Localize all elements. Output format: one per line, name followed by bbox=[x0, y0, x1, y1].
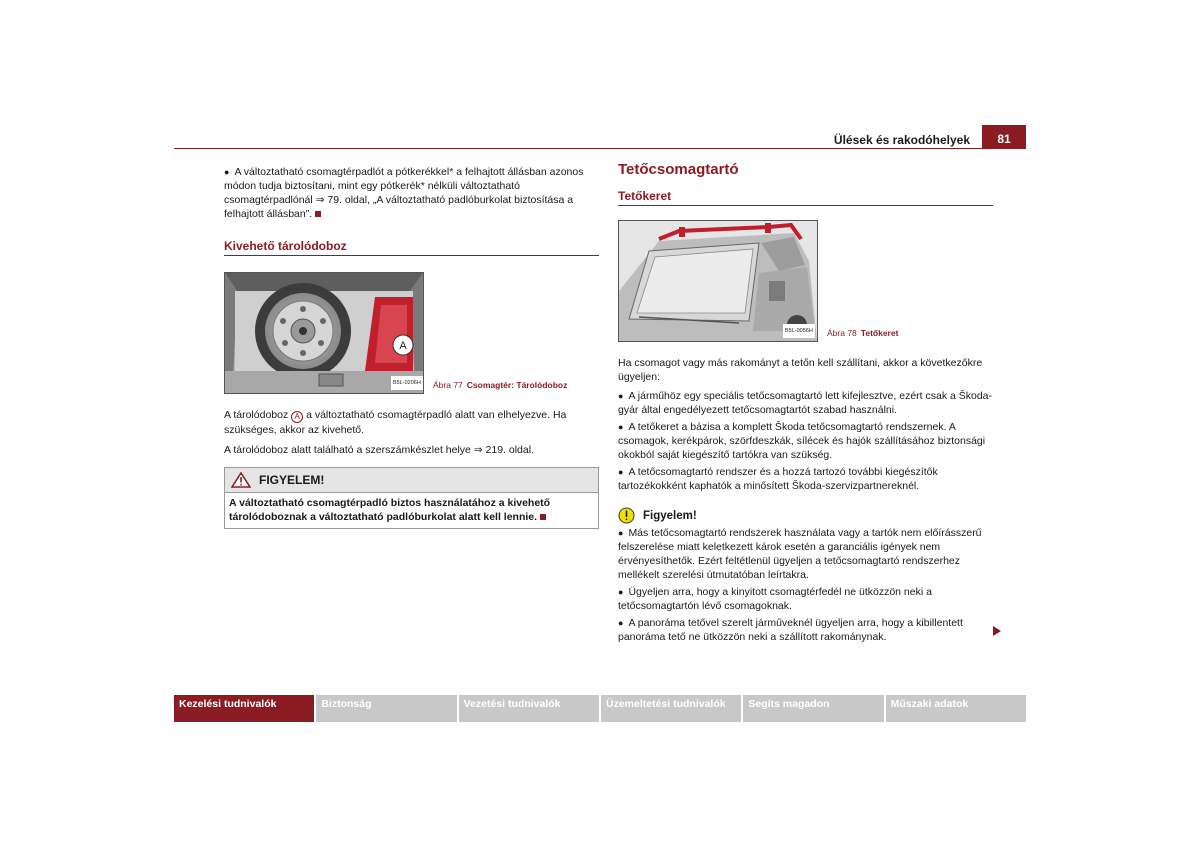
attention-header bbox=[618, 507, 993, 524]
tab-muszaki-adatok[interactable]: Műszaki adatok bbox=[886, 695, 1026, 722]
right-column bbox=[618, 163, 993, 647]
bullet-icon: ● bbox=[618, 587, 624, 597]
warning-body bbox=[225, 493, 598, 528]
roof-rack-illustration bbox=[619, 221, 817, 341]
continue-arrow-icon bbox=[993, 626, 1001, 636]
roof-rack-intro: Ha csomagot vagy más rakományt a tetőn kell szállítani, akkor a következőkre ügyeljen: bbox=[618, 357, 983, 383]
storage-box-paragraph bbox=[224, 408, 599, 437]
para1-before: A tárolódoboz bbox=[224, 409, 289, 421]
footer-navigation bbox=[174, 695, 1026, 722]
warning-text: A változtatható csomagtérpadló biztos használatához a kivehető tárolódoboznak a változtatható padlóburkolat alatt kell lennie. bbox=[229, 497, 551, 523]
figure-caption-label: Ábra 77 bbox=[433, 380, 463, 390]
trunk-illustration bbox=[225, 273, 423, 393]
roof-bullet-3 bbox=[618, 465, 993, 493]
figure-code: B5L-0206H bbox=[391, 376, 423, 390]
warning-triangle-icon bbox=[231, 472, 251, 488]
sub-heading-roof-frame: Tetőkeret bbox=[618, 189, 993, 206]
section-heading-storage-box: Kivehető tárolódoboz bbox=[224, 239, 599, 256]
figure-caption-text: Csomagtér: Tárolódoboz bbox=[466, 380, 568, 390]
tab-vezetesi-tudnivalok[interactable]: Vezetési tudnivalók bbox=[459, 695, 599, 722]
left-column bbox=[224, 165, 599, 529]
roof-bullet-text: A tetőkeret a bázisa a komplett Škoda tetőcsomagtartó rendszernek. A csomagok, kerékpárok, szörfdeszkák, sílécek és hajók szállításához biztonsági okokból saját kiegészítő tartókra van szükség. bbox=[618, 421, 986, 461]
exclamation-circle-icon bbox=[618, 507, 635, 524]
tab-biztonsag[interactable]: Biztonság bbox=[316, 695, 456, 722]
figure-image-trunk bbox=[224, 272, 424, 394]
figure-caption bbox=[433, 378, 567, 392]
attention-bullet-text: A panoráma tetővel szerelt járműveknél ügyeljen arra, hogy a kibillentett panoráma tető ne ütközzön neki a szállított rakománynak. bbox=[618, 617, 963, 643]
attention-bullet-text: Más tetőcsomagtartó rendszerek használata vagy a tartók nem előírásszerű felszerelése miatt keletkezett károk esetén a garanciális igények nem érvényesíthetők. Ezért feltétlenül ügyeljen a tetőcsomagtartó rendszerhez mellékelt szerelési útmutatóban leírtakra. bbox=[618, 527, 982, 581]
bullet-icon: ● bbox=[618, 467, 624, 477]
figure-image-roof-rack bbox=[618, 220, 818, 342]
bullet-icon: ● bbox=[618, 528, 624, 538]
end-mark-icon bbox=[540, 514, 546, 520]
callout-a-icon: A bbox=[291, 411, 303, 423]
tool-kit-paragraph: A tárolódoboz alatt található a szerszámkészlet helye ⇒ 219. oldal. bbox=[224, 444, 534, 456]
roof-bullet-1 bbox=[618, 389, 993, 417]
attention-bullet-1 bbox=[618, 526, 993, 582]
roof-bullet-text: A tetőcsomagtartó rendszer és a hozzá tartozó további kiegészítők tartozékokként kaphatók a minősített Škoda-szervizpartnereknél. bbox=[618, 466, 938, 492]
tab-segits-magadon[interactable]: Segíts magadon bbox=[743, 695, 883, 722]
attention-bullet-text: Ügyeljen arra, hogy a kinyitott csomagtérfedél ne ütközzön neki a tetőcsomagtartón lévő csomagoknak. bbox=[618, 586, 932, 612]
bullet-icon: ● bbox=[618, 422, 624, 432]
end-mark-icon bbox=[315, 211, 321, 217]
attention-bullet-3 bbox=[618, 616, 993, 644]
page-header bbox=[174, 125, 1026, 149]
bullet-icon: ● bbox=[618, 618, 624, 628]
tab-uzemeltetesi-tudnivalok[interactable]: Üzemeltetési tudnivalók bbox=[601, 695, 741, 722]
warning-box bbox=[224, 467, 599, 529]
figure-caption-label: Ábra 78 bbox=[827, 328, 857, 338]
attention-title: Figyelem! bbox=[643, 509, 697, 522]
bullet-icon: ● bbox=[618, 391, 624, 401]
para1-after: a változtatható csomagtérpadló alatt van elhelyezve. Ha szükséges, akkor az kivehető. bbox=[224, 409, 567, 436]
roof-bullet-2 bbox=[618, 420, 993, 462]
figure-78 bbox=[618, 220, 993, 342]
attention-bullet-2 bbox=[618, 585, 993, 613]
warning-header bbox=[225, 468, 598, 493]
roof-bullet-text: A járműhöz egy speciális tetőcsomagtartó lett kifejlesztve, ezért csak a Škoda-gyár által engedélyezett tetőcsomagtartót szabad használni. bbox=[618, 390, 993, 416]
figure-code: B5L-0056H bbox=[783, 324, 815, 338]
intro-bullet bbox=[224, 165, 599, 221]
figure-label-a: A bbox=[399, 340, 407, 352]
tab-kezelesi-tudnivalok[interactable]: Kezelési tudnivalók bbox=[174, 695, 314, 722]
warning-title: FIGYELEM! bbox=[259, 473, 325, 487]
main-heading-roof-rack: Tetőcsomagtartó bbox=[618, 161, 739, 178]
page-number: 81 bbox=[982, 125, 1026, 149]
figure-caption bbox=[827, 326, 898, 340]
figure-caption-text: Tetőkeret bbox=[860, 328, 899, 338]
chapter-title: Ülések és rakodóhelyek bbox=[833, 133, 970, 147]
header-rule bbox=[174, 148, 998, 149]
intro-bullet-text: A változtatható csomagtérpadlót a pótkerékkel* a felhajtott állásban azonos módon tudja biztosítani, mint egy pótkerék* nélküli változtatható csomagtérpadlónál ⇒ 79. oldal, „A változtatható padlóburkolat biztosítása a felhajtott állásban”. bbox=[224, 166, 584, 220]
bullet-icon: ● bbox=[224, 167, 230, 177]
figure-77 bbox=[224, 272, 599, 394]
